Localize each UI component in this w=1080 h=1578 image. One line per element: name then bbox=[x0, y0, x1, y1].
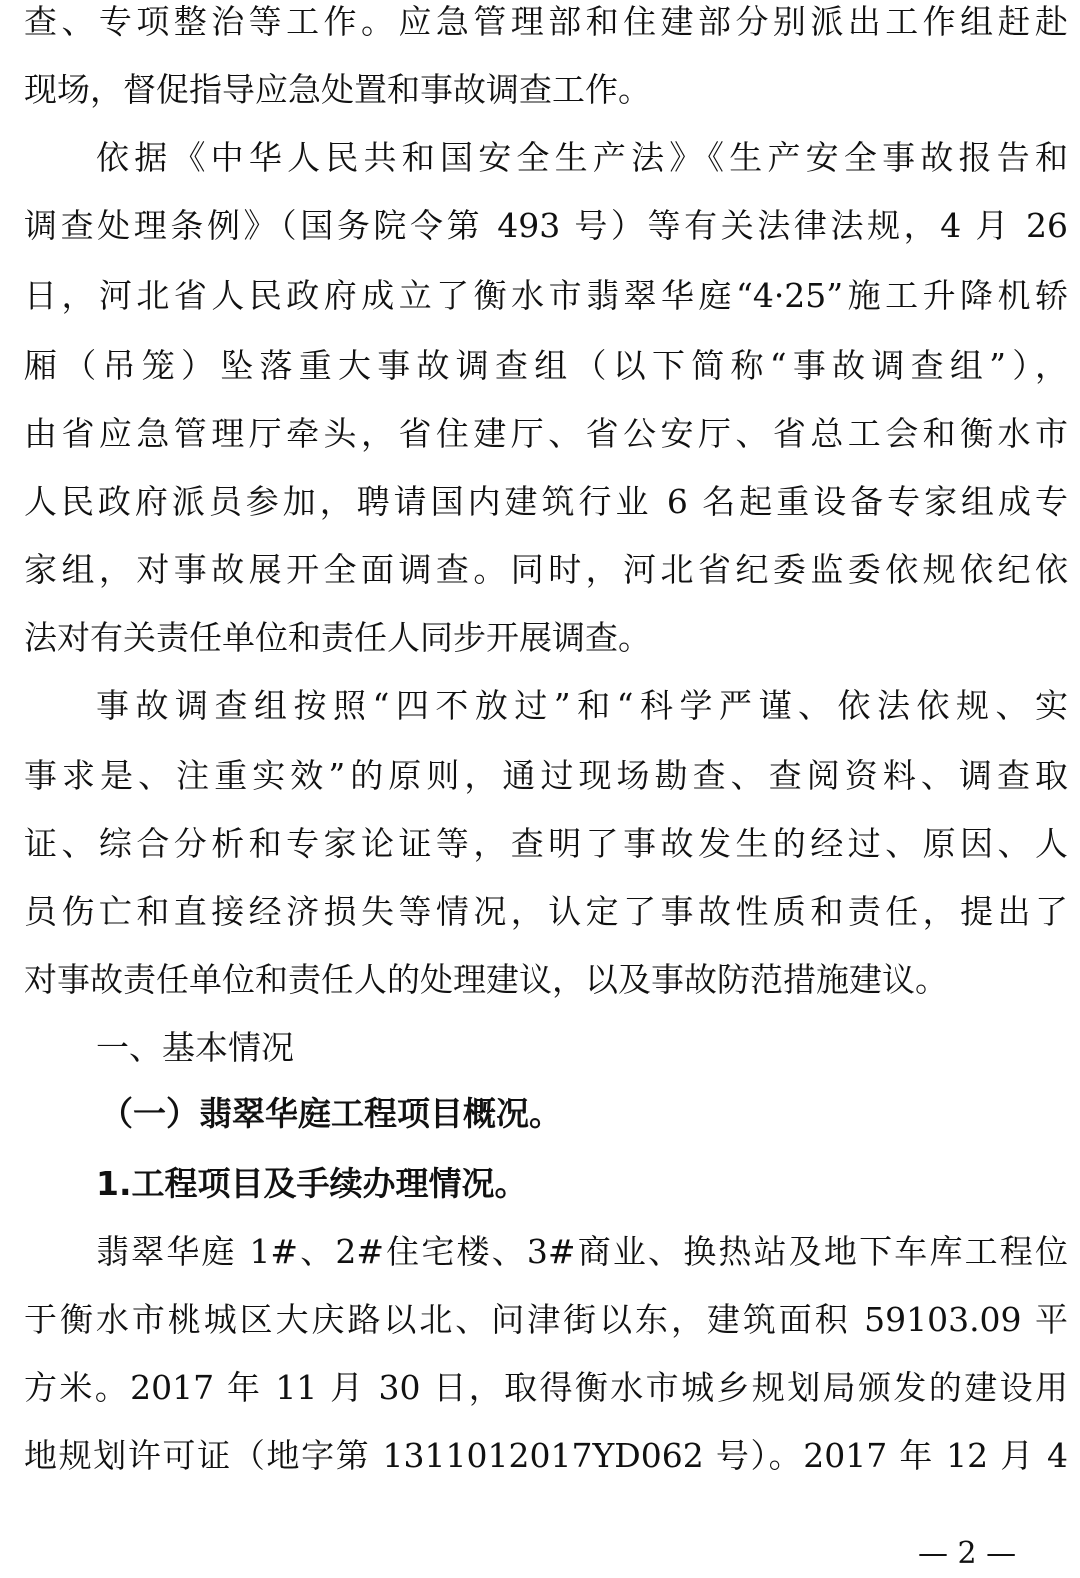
paragraph-line: 事故调查组按照“四不放过”和“科学严谨、依法依规、实 bbox=[96, 686, 1068, 725]
paragraph-line: 证、综合分析和专家论证等，查明了事故发生的经过、原因、人 bbox=[24, 824, 1068, 863]
subsection-heading: （一）翡翠华庭工程项目概况。 bbox=[100, 1094, 562, 1133]
paragraph-line: 于衡水市桃城区大庆路以北、问津街以东，建筑面积 59103.09 平 bbox=[24, 1300, 1068, 1339]
paragraph-line: 方米。2017 年 11 月 30 日，取得衡水市城乡规划局颁发的建设用 bbox=[24, 1368, 1068, 1407]
paragraph-line: 事求是、注重实效”的原则，通过现场勘查、查阅资料、调查取 bbox=[24, 756, 1068, 795]
item-heading: 1.工程项目及手续办理情况。 bbox=[96, 1164, 528, 1203]
paragraph-line: 对事故责任单位和责任人的处理建议，以及事故防范措施建议。 bbox=[24, 960, 948, 999]
paragraph-line: 家组，对事故展开全面调查。同时，河北省纪委监委依规依纪依 bbox=[24, 550, 1068, 589]
paragraph-line: 法对有关责任单位和责任人同步开展调查。 bbox=[24, 618, 651, 657]
section-heading: 一、基本情况 bbox=[96, 1028, 294, 1067]
paragraph-line: 人民政府派员参加，聘请国内建筑行业 6 名起重设备专家组成专 bbox=[24, 482, 1068, 521]
paragraph-line: 厢（吊笼）坠落重大事故调查组（以下简称“事故调查组”）， bbox=[24, 346, 1068, 385]
paragraph-line: 调查处理条例》（国务院令第 493 号）等有关法律法规，4 月 26 bbox=[24, 206, 1068, 245]
paragraph-line: 地规划许可证（地字第 1311012017YD062 号）。2017 年 12 月 4 bbox=[24, 1436, 1068, 1475]
paragraph-line: 依据《中华人民共和国安全生产法》《生产安全事故报告和 bbox=[96, 138, 1068, 177]
paragraph-line: 由省应急管理厅牵头，省住建厅、省公安厅、省总工会和衡水市 bbox=[24, 414, 1068, 453]
paragraph-line: 员伤亡和直接经济损失等情况，认定了事故性质和责任，提出了 bbox=[24, 892, 1068, 931]
paragraph-line: 查、专项整治等工作。应急管理部和住建部分别派出工作组赶赴 bbox=[24, 2, 1068, 41]
paragraph-line: 现场，督促指导应急处置和事故调查工作。 bbox=[24, 70, 651, 109]
paragraph-line: 日，河北省人民政府成立了衡水市翡翠华庭“4·25”施工升降机轿 bbox=[24, 276, 1068, 315]
paragraph-line: 翡翠华庭 1#、2#住宅楼、3#商业、换热站及地下车库工程位 bbox=[96, 1232, 1068, 1271]
page-number: — 2 — bbox=[918, 1536, 1017, 1571]
